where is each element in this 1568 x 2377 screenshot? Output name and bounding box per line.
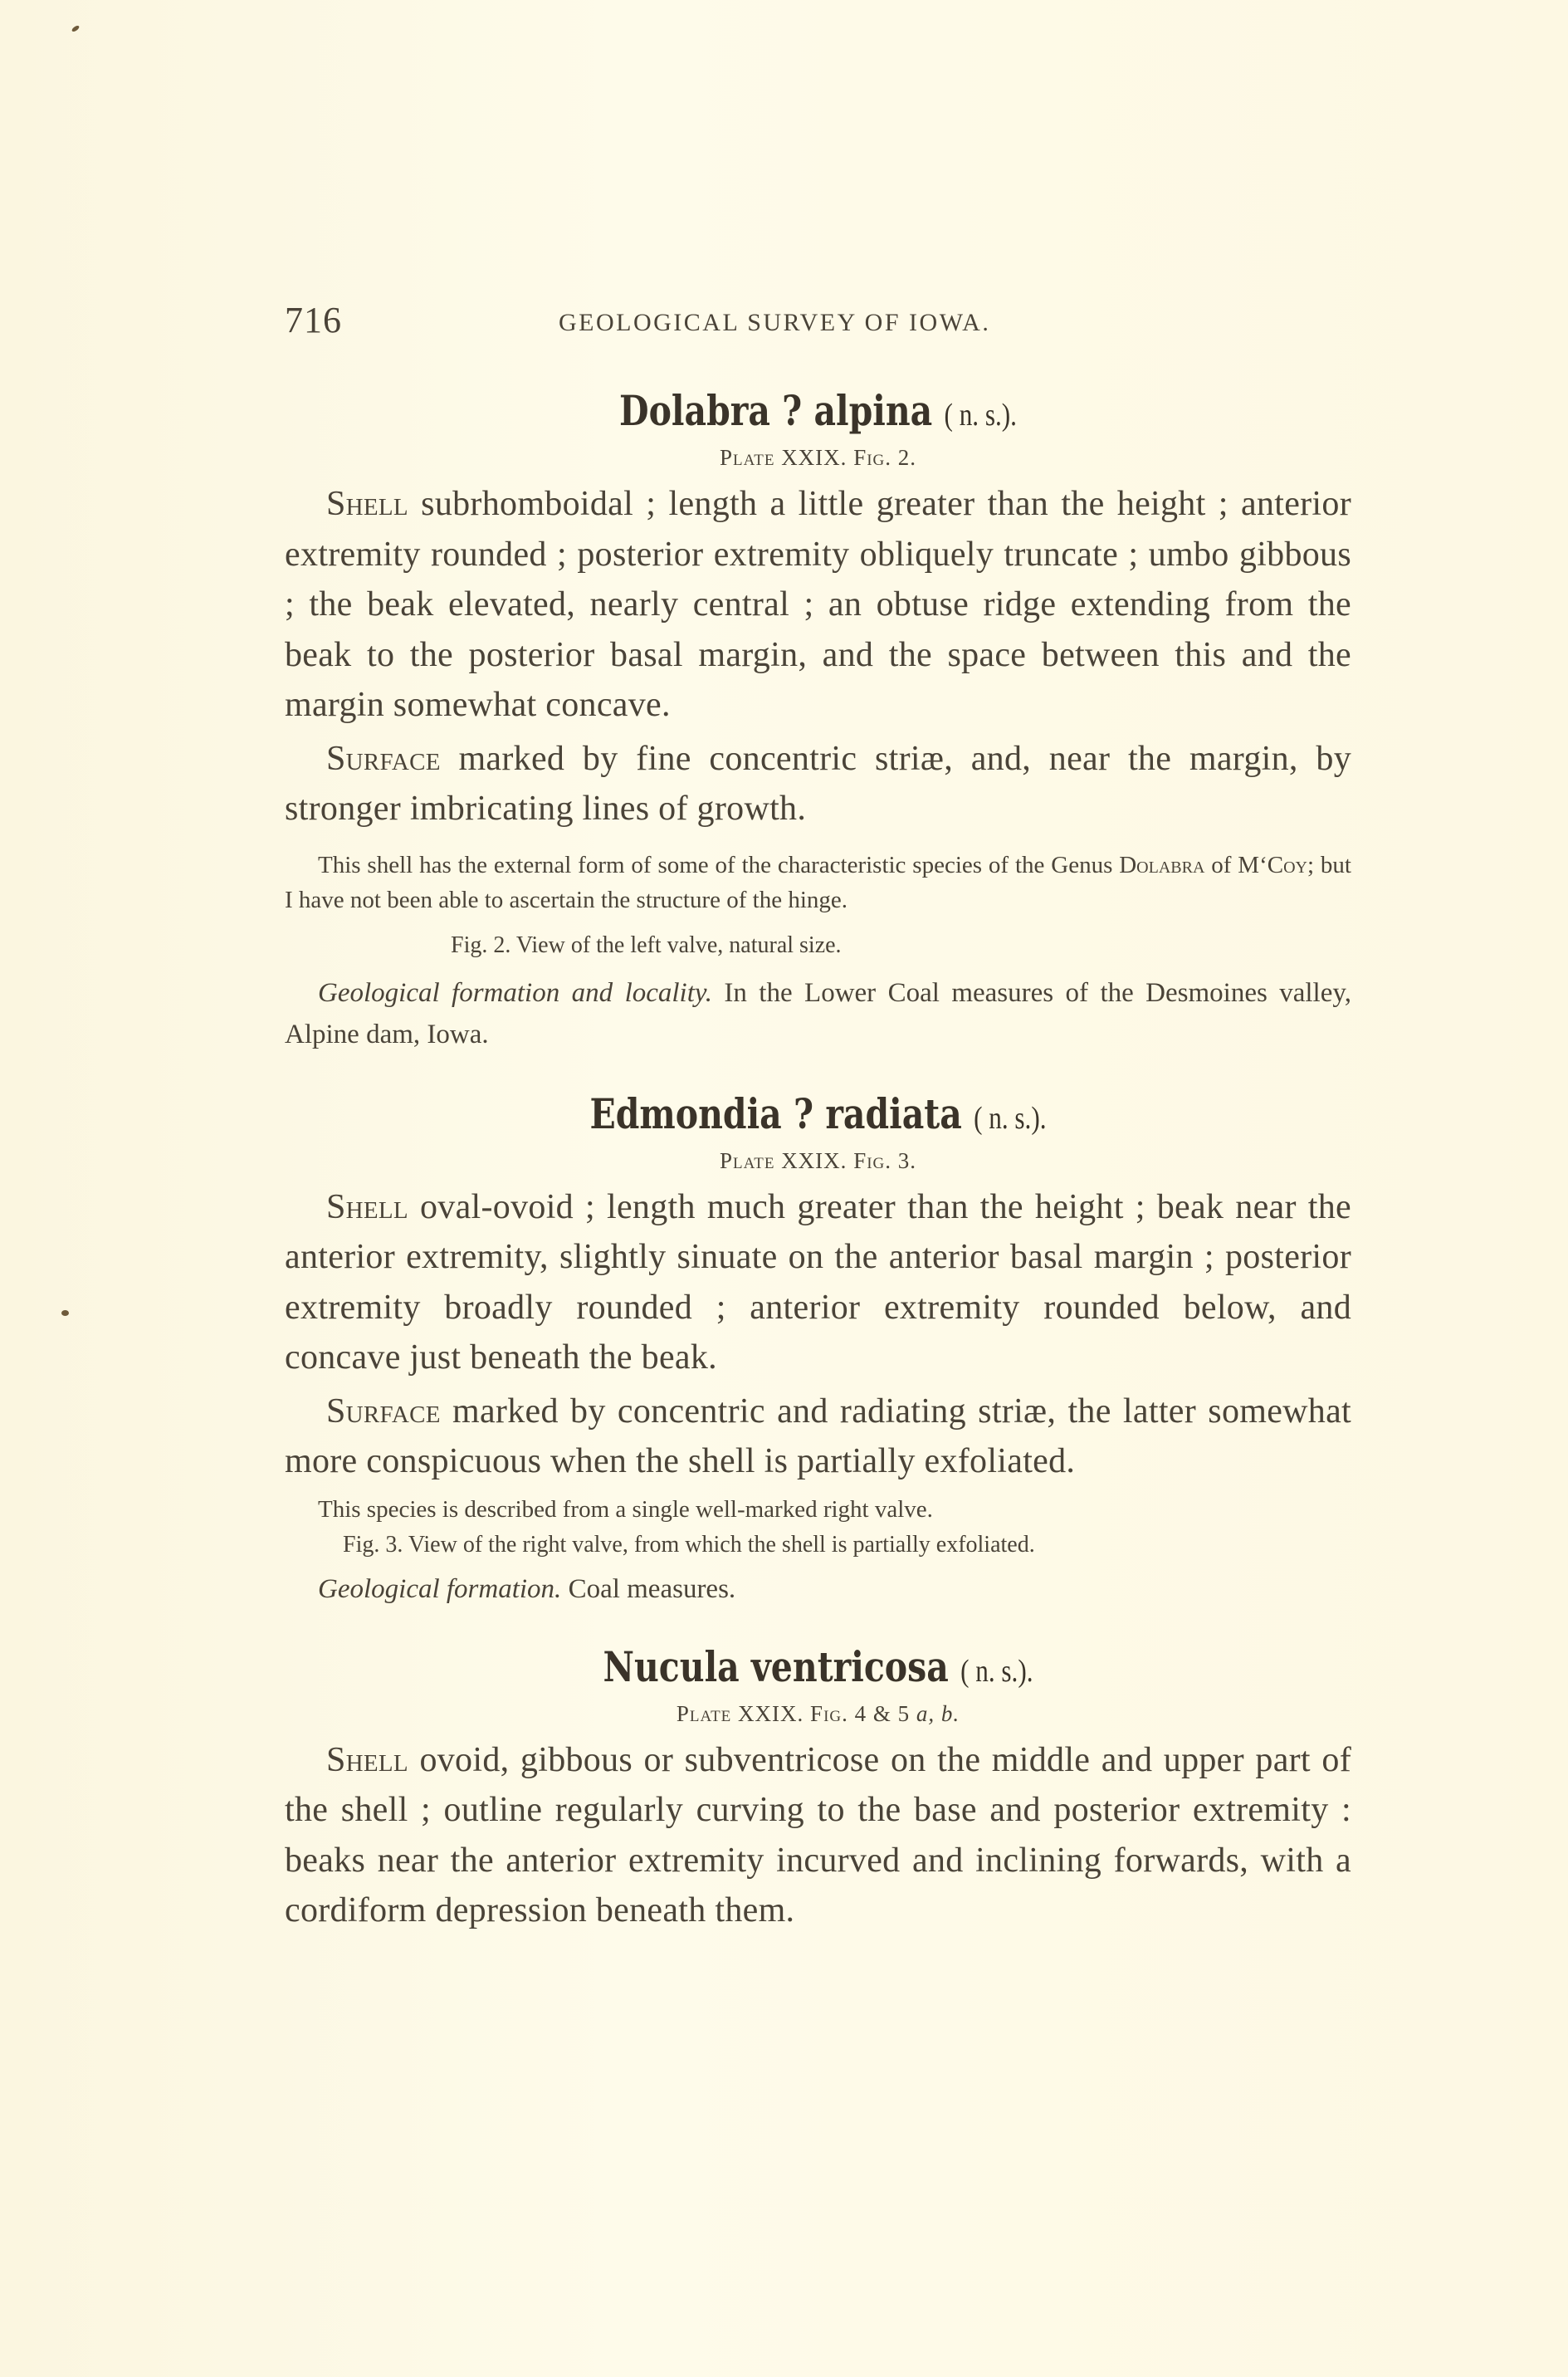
- plate-label: Plate: [719, 445, 775, 470]
- shell-lead: Shell: [326, 1740, 408, 1779]
- species-name: Edmondia ? radiata: [589, 1088, 962, 1138]
- species-entry-nucula: [285, 1641, 1351, 1936]
- running-head-title: GEOLOGICAL SURVEY OF IOWA.: [559, 309, 991, 336]
- remark-note: This species is described from a single well-marked right valve.: [318, 1495, 933, 1523]
- new-species-marker: ( n. s.).: [974, 1100, 1047, 1136]
- species-name: Dolabra ? alpina: [619, 386, 933, 435]
- geo-label: Geological formation and locality.: [318, 977, 712, 1008]
- fig-subparts: a, b.: [916, 1700, 960, 1726]
- note-genus: Dolabra: [1119, 851, 1205, 878]
- figure-caption: Fig. 3. View of the right valve, from which the shell is partially exfoliated.: [343, 1531, 1035, 1558]
- geological-formation: [285, 1568, 1351, 1610]
- fig-number: . 2.: [885, 445, 917, 470]
- plate-label: Plate: [719, 1147, 775, 1173]
- geological-formation: [285, 972, 1351, 1055]
- surface-description: [285, 734, 1351, 834]
- surface-description: [285, 1387, 1351, 1487]
- species-title: [381, 386, 1256, 435]
- plate-reference: [285, 1148, 1351, 1174]
- surface-text: marked by concentric and radiating striæ, the latter somewhat more conspicuous when the shell is partially exfoliated.: [285, 1391, 1351, 1480]
- shell-description: [285, 479, 1351, 731]
- note-text: ; but I have not been able to ascertain the structure of the hinge.: [285, 851, 1351, 913]
- fig-label: Fig: [810, 1700, 843, 1726]
- fig-label: Fig: [853, 445, 886, 470]
- new-species-marker: ( n. s.).: [960, 1653, 1033, 1689]
- shell-text: subrhomboidal ; length a little greater than the height ; anterior extremity rounded ; posterior extremity obliquely truncate ; umbo gibbous ; the beak elevated, nearly central ; an obtuse ridge extending from the beak to the posterior basal margin, and the space between this and the margin somewhat concave.: [285, 485, 1351, 724]
- shell-description: [285, 1735, 1351, 1936]
- fig-number: . 4 & 5: [842, 1700, 916, 1726]
- species-entry-dolabra: [285, 386, 1351, 1055]
- plate-number: XXIX.: [774, 445, 854, 470]
- species-entry-edmondia: [285, 1088, 1351, 1610]
- shell-text: ovoid, gibbous or subventricose on the middle and upper part of the shell ; outline regularly curving to the base and posterior extremity : beaks near the anterior extremity incurved and inclining forwards, with a cordiform depression beneath them.: [285, 1740, 1351, 1929]
- note-text: of M‘: [1204, 851, 1268, 878]
- geo-label: Geological formation.: [318, 1573, 562, 1604]
- shell-lead: Shell: [326, 1187, 408, 1226]
- fig-label: Fig: [853, 1147, 886, 1173]
- paper-speck: [61, 1310, 69, 1316]
- paper-speck: [71, 25, 80, 33]
- geo-text: In the Lower Coal measures of the Desmoines valley, Alpine dam, Iowa.: [285, 977, 1351, 1049]
- species-title: [381, 1641, 1256, 1691]
- plate-reference: [285, 1701, 1351, 1727]
- shell-lead: Shell: [326, 485, 408, 523]
- plate-number: XXIX.: [731, 1700, 811, 1726]
- plate-label: Plate: [676, 1700, 732, 1726]
- plate-reference: [285, 445, 1351, 471]
- remark-note: [285, 848, 1351, 917]
- page-number: 716: [285, 300, 342, 340]
- shell-description: [285, 1182, 1351, 1383]
- shell-text: oval-ovoid ; length much greater than the height ; beak near the anterior extremity, slightly sinuate on the anterior basal margin ; posterior extremity broadly rounded ; anterior extremity rounded below, and concave just beneath the beak.: [285, 1187, 1351, 1377]
- surface-lead: Surface: [326, 1391, 441, 1431]
- geo-text: Coal measures.: [561, 1573, 736, 1604]
- note-text: This shell has the external form of some of the characteristic species of the Genus: [318, 851, 1120, 878]
- new-species-marker: ( n. s.).: [944, 398, 1017, 433]
- plate-number: XXIX.: [774, 1147, 854, 1173]
- species-name: Nucula ventricosa: [603, 1641, 949, 1691]
- surface-lead: Surface: [326, 739, 441, 778]
- fig-number: . 3.: [885, 1147, 917, 1173]
- running-head: [285, 299, 1351, 349]
- surface-text: marked by fine concentric striæ, and, near the margin, by stronger imbricating lines of growth.: [285, 739, 1351, 828]
- figure-caption: Fig. 2. View of the left valve, natural size.: [451, 932, 842, 958]
- note-author: Coy: [1267, 851, 1307, 878]
- book-page: [285, 299, 1351, 1936]
- species-title: [381, 1088, 1256, 1138]
